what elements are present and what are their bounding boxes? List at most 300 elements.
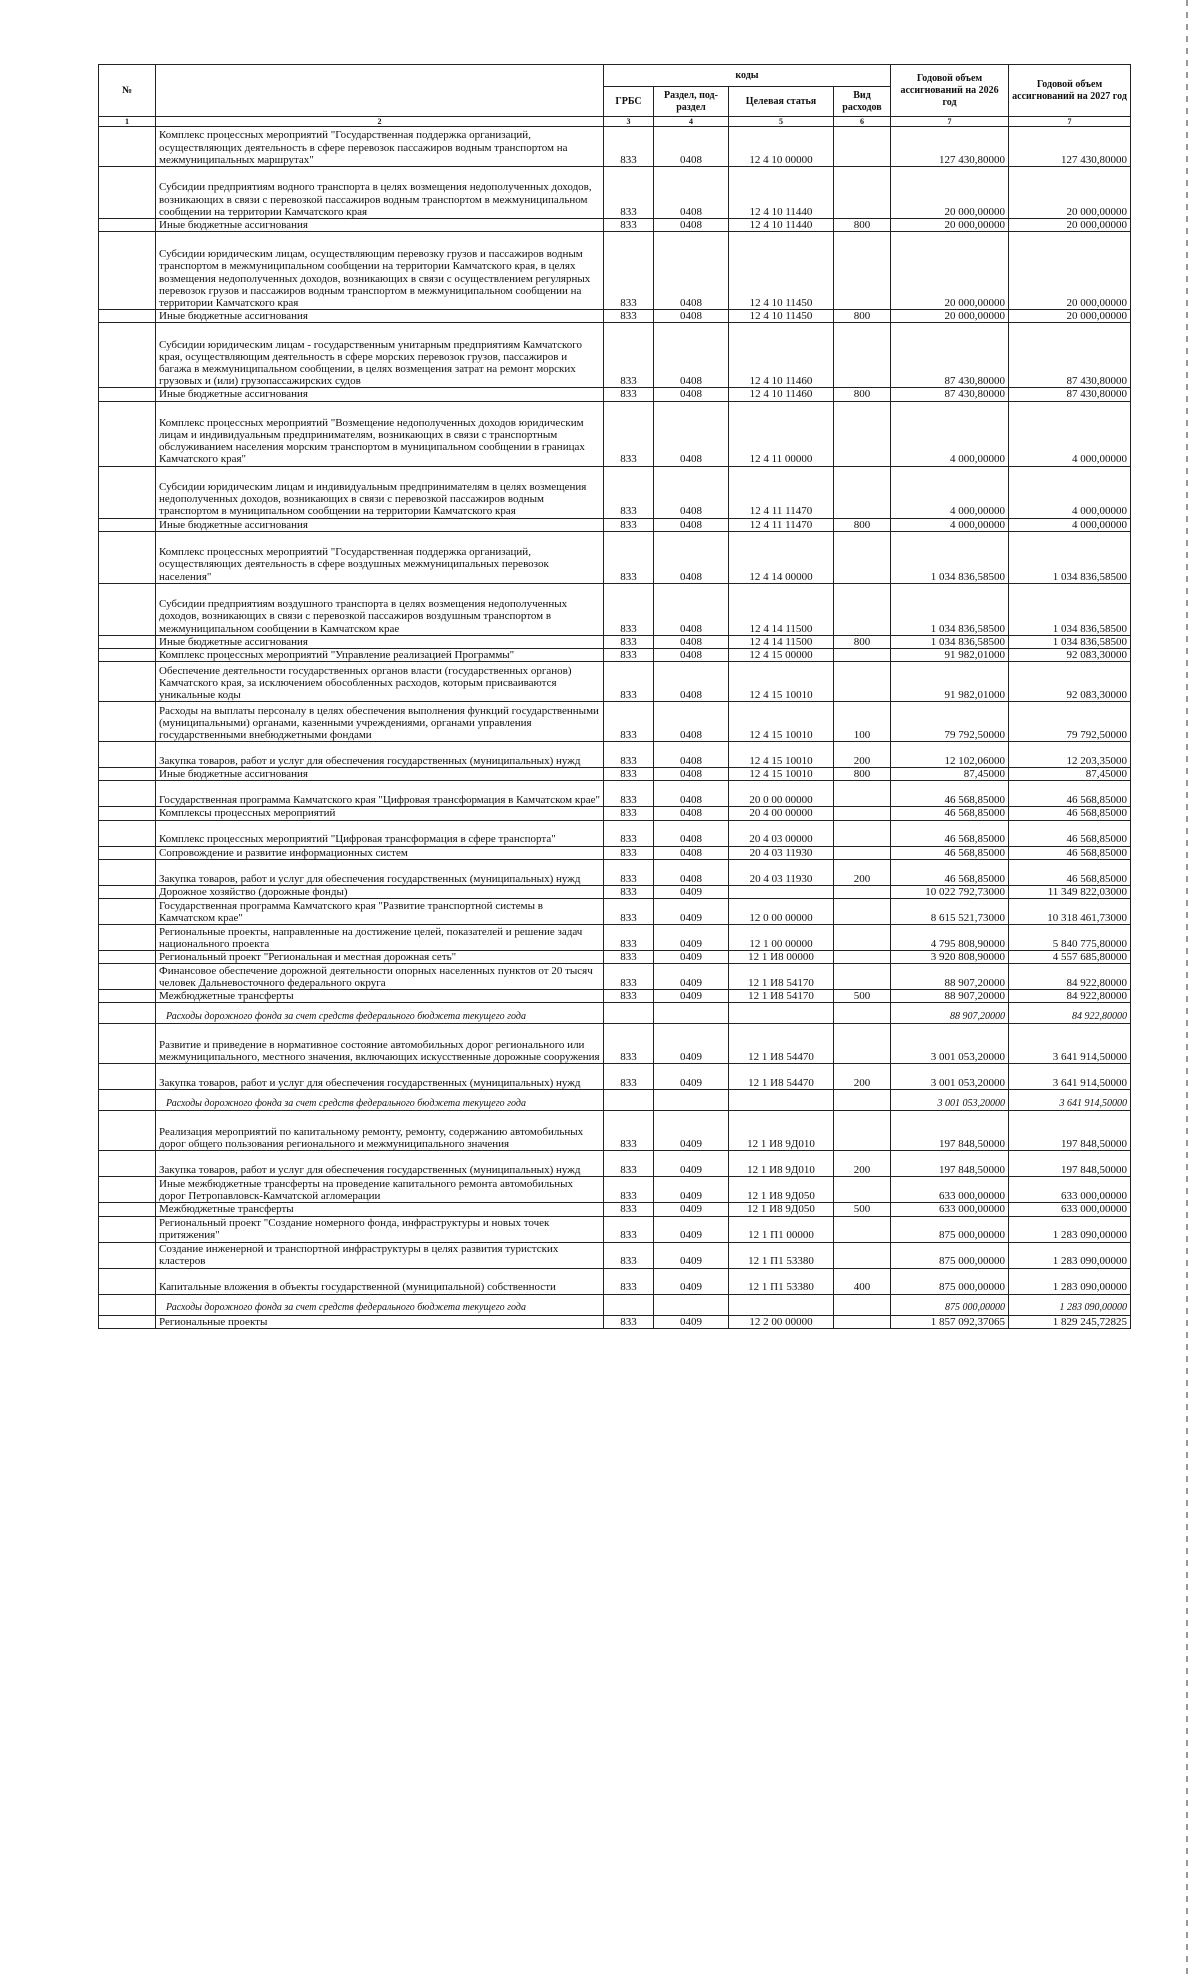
row-volume-2026-cell: 4 000,00000 <box>891 466 1009 518</box>
row-section-cell: 0408 <box>654 635 729 648</box>
row-expense-type-cell <box>834 662 891 702</box>
row-name-cell: Закупка товаров, работ и услуг для обеспечения государственных (муниципальных) нужд <box>156 742 604 768</box>
row-section-cell: 0409 <box>654 1216 729 1242</box>
table-row <box>99 885 1131 898</box>
row-number-cell <box>99 232 156 310</box>
row-expense-type-cell <box>834 401 891 466</box>
row-section-cell: 0408 <box>654 127 729 167</box>
row-section-cell: 0408 <box>654 846 729 859</box>
row-grbs-cell: 833 <box>604 583 654 635</box>
header-section: Раздел, под-раздел <box>654 87 729 117</box>
row-grbs-cell: 833 <box>604 1151 654 1177</box>
row-volume-2026-cell: 1 034 836,58500 <box>891 635 1009 648</box>
row-grbs-cell: 833 <box>604 219 654 232</box>
row-target-cell: 12 1 П1 00000 <box>729 1216 834 1242</box>
row-expense-type-cell: 100 <box>834 702 891 742</box>
row-expense-type-cell: 200 <box>834 1151 891 1177</box>
row-name-cell: Субсидии предприятиям воздушного транспорта в целях возмещения недополученных доходов, возникающих в связи с перевозкой пассажиров воздушным транспортом в межмуниципальном сообщении в Камчатском крае <box>156 583 604 635</box>
row-name-cell: Региональные проекты <box>156 1315 604 1328</box>
row-volume-2026-cell: 3 001 053,20000 <box>891 1090 1009 1111</box>
table-row <box>99 1003 1131 1024</box>
row-name-cell: Дорожное хозяйство (дорожные фонды) <box>156 885 604 898</box>
row-volume-2026-cell: 875 000,00000 <box>891 1242 1009 1268</box>
row-number-cell <box>99 635 156 648</box>
row-number-cell <box>99 1090 156 1111</box>
table-row <box>99 925 1131 951</box>
row-section-cell: 0408 <box>654 310 729 323</box>
table-row <box>99 742 1131 768</box>
row-volume-2026-cell: 10 022 792,73000 <box>891 885 1009 898</box>
row-expense-type-cell: 800 <box>834 388 891 401</box>
row-target-cell: 12 1 И8 9Д010 <box>729 1151 834 1177</box>
row-target-cell: 12 4 10 11440 <box>729 219 834 232</box>
row-section-cell: 0408 <box>654 742 729 768</box>
column-number: 4 <box>654 117 729 127</box>
row-number-cell <box>99 951 156 964</box>
row-number-cell <box>99 401 156 466</box>
row-name-cell: Комплекс процессных мероприятий "Цифровая трансформация в сфере транспорта" <box>156 820 604 846</box>
row-number-cell <box>99 781 156 807</box>
table-row <box>99 127 1131 167</box>
row-number-cell <box>99 1151 156 1177</box>
row-expense-type-cell <box>834 951 891 964</box>
row-volume-2026-cell: 4 000,00000 <box>891 518 1009 531</box>
row-number-cell <box>99 1024 156 1064</box>
row-section-cell: 0409 <box>654 951 729 964</box>
row-volume-2026-cell: 875 000,00000 <box>891 1268 1009 1294</box>
row-name-cell: Субсидии юридическим лицам и индивидуальным предпринимателям в целях возмещения недополученных доходов, возникающих в связи с перевозкой пассажиров водным транспортом в муниципальном сообщении на территории Камчатского края <box>156 466 604 518</box>
row-volume-2027-cell: 12 203,35000 <box>1009 742 1131 768</box>
row-volume-2027-cell: 197 848,50000 <box>1009 1111 1131 1151</box>
row-expense-type-cell <box>834 531 891 583</box>
row-volume-2027-cell: 84 922,80000 <box>1009 964 1131 990</box>
column-number: 6 <box>834 117 891 127</box>
row-section-cell <box>654 1090 729 1111</box>
row-expense-type-cell <box>834 232 891 310</box>
table-row <box>99 1294 1131 1315</box>
row-volume-2027-cell: 20 000,00000 <box>1009 232 1131 310</box>
row-grbs-cell: 833 <box>604 531 654 583</box>
row-section-cell: 0408 <box>654 662 729 702</box>
row-expense-type-cell: 200 <box>834 1064 891 1090</box>
row-volume-2027-cell: 1 283 090,00000 <box>1009 1294 1131 1315</box>
row-expense-type-cell: 500 <box>834 1203 891 1216</box>
column-number: 7 <box>891 117 1009 127</box>
row-section-cell: 0409 <box>654 1268 729 1294</box>
row-name-cell: Иные бюджетные ассигнования <box>156 310 604 323</box>
row-target-cell: 12 1 И8 9Д050 <box>729 1177 834 1203</box>
table-row <box>99 531 1131 583</box>
table-row <box>99 1064 1131 1090</box>
header-expense-type: Вид расходов <box>834 87 891 117</box>
row-name-cell: Создание инженерной и транспортной инфраструктуры в целях развития туристских кластеров <box>156 1242 604 1268</box>
table-row <box>99 964 1131 990</box>
row-section-cell: 0408 <box>654 388 729 401</box>
row-number-cell <box>99 925 156 951</box>
row-name-cell: Субсидии юридическим лицам, осуществляющим перевозку грузов и пассажиров водным транспортом в межмуниципальном сообщении на территории Камчатского края, в целях возмещения недополученных доходов, возникающих в связи с осуществлением регулярных перевозок грузов и пассажиров водным транспортом в межмуниципальном сообщении на территории Камчатского края <box>156 232 604 310</box>
row-target-cell: 20 4 03 00000 <box>729 820 834 846</box>
row-target-cell: 12 4 10 11460 <box>729 323 834 388</box>
row-grbs-cell: 833 <box>604 1242 654 1268</box>
row-volume-2026-cell: 46 568,85000 <box>891 781 1009 807</box>
row-section-cell <box>654 1294 729 1315</box>
row-volume-2026-cell: 633 000,00000 <box>891 1203 1009 1216</box>
row-number-cell <box>99 583 156 635</box>
row-number-cell <box>99 1268 156 1294</box>
row-name-cell: Обеспечение деятельности государственных органов власти (государственных органов) Камчатского края, за исключением обособленных расходов, которым присваиваются уникальные коды <box>156 662 604 702</box>
row-expense-type-cell <box>834 781 891 807</box>
row-grbs-cell: 833 <box>604 167 654 219</box>
row-name-cell: Закупка товаров, работ и услуг для обеспечения государственных (муниципальных) нужд <box>156 859 604 885</box>
table-row <box>99 781 1131 807</box>
budget-table <box>98 64 1131 1329</box>
row-section-cell: 0408 <box>654 167 729 219</box>
row-target-cell: 12 0 00 00000 <box>729 899 834 925</box>
row-volume-2026-cell: 20 000,00000 <box>891 232 1009 310</box>
row-target-cell <box>729 1003 834 1024</box>
row-name-cell: Закупка товаров, работ и услуг для обеспечения государственных (муниципальных) нужд <box>156 1064 604 1090</box>
row-target-cell: 12 4 15 10010 <box>729 662 834 702</box>
row-grbs-cell: 833 <box>604 649 654 662</box>
row-expense-type-cell <box>834 1090 891 1111</box>
row-number-cell <box>99 820 156 846</box>
row-name-cell: Капитальные вложения в объекты государственной (муниципальной) собственности <box>156 1268 604 1294</box>
row-grbs-cell: 833 <box>604 951 654 964</box>
row-expense-type-cell: 800 <box>834 768 891 781</box>
row-target-cell: 20 4 03 11930 <box>729 859 834 885</box>
row-section-cell <box>654 1003 729 1024</box>
row-grbs-cell: 833 <box>604 232 654 310</box>
row-section-cell: 0409 <box>654 1151 729 1177</box>
row-number-cell <box>99 846 156 859</box>
row-grbs-cell: 833 <box>604 1024 654 1064</box>
row-volume-2027-cell: 87 430,80000 <box>1009 323 1131 388</box>
row-volume-2027-cell: 11 349 822,03000 <box>1009 885 1131 898</box>
row-expense-type-cell <box>834 1177 891 1203</box>
row-name-cell: Комплексы процессных мероприятий <box>156 807 604 820</box>
row-number-cell <box>99 518 156 531</box>
row-target-cell: 12 1 И8 54470 <box>729 1024 834 1064</box>
row-expense-type-cell <box>834 1315 891 1328</box>
row-name-cell: Иные бюджетные ассигнования <box>156 518 604 531</box>
row-target-cell: 12 4 11 00000 <box>729 401 834 466</box>
row-grbs-cell: 833 <box>604 781 654 807</box>
row-target-cell: 20 4 00 00000 <box>729 807 834 820</box>
row-expense-type-cell: 800 <box>834 518 891 531</box>
row-volume-2027-cell: 1 283 090,00000 <box>1009 1216 1131 1242</box>
row-volume-2027-cell: 1 829 245,72825 <box>1009 1315 1131 1328</box>
table-row <box>99 990 1131 1003</box>
row-section-cell: 0409 <box>654 925 729 951</box>
row-grbs-cell: 833 <box>604 990 654 1003</box>
row-volume-2026-cell: 20 000,00000 <box>891 167 1009 219</box>
row-volume-2027-cell: 92 083,30000 <box>1009 662 1131 702</box>
row-name-cell: Региональные проекты, направленные на достижение целей, показателей и решение задач национального проекта <box>156 925 604 951</box>
row-expense-type-cell <box>834 466 891 518</box>
row-section-cell: 0408 <box>654 518 729 531</box>
row-grbs-cell: 833 <box>604 742 654 768</box>
row-volume-2026-cell: 88 907,20000 <box>891 964 1009 990</box>
row-section-cell: 0409 <box>654 1315 729 1328</box>
table-row <box>99 846 1131 859</box>
table-row <box>99 820 1131 846</box>
row-number-cell <box>99 1216 156 1242</box>
header-codes: коды <box>604 65 891 87</box>
row-expense-type-cell: 500 <box>834 990 891 1003</box>
row-grbs-cell: 833 <box>604 518 654 531</box>
row-section-cell: 0408 <box>654 859 729 885</box>
row-volume-2026-cell: 87 430,80000 <box>891 388 1009 401</box>
row-expense-type-cell: 800 <box>834 310 891 323</box>
row-section-cell: 0408 <box>654 807 729 820</box>
row-expense-type-cell <box>834 1111 891 1151</box>
row-number-cell <box>99 1177 156 1203</box>
row-name-cell: Комплекс процессных мероприятий "Возмещение недополученных доходов юридическим лицам и индивидуальным предпринимателям, возникающих в связи с транспортным обслуживанием населения морским транспортом в муниципальном сообщении в границах Камчатского края" <box>156 401 604 466</box>
row-name-cell: Расходы дорожного фонда за счет средств федерального бюджета текущего года <box>156 1090 604 1111</box>
row-section-cell: 0408 <box>654 781 729 807</box>
row-expense-type-cell <box>834 846 891 859</box>
row-section-cell: 0408 <box>654 768 729 781</box>
row-volume-2027-cell: 46 568,85000 <box>1009 820 1131 846</box>
row-volume-2027-cell: 1 034 836,58500 <box>1009 583 1131 635</box>
row-expense-type-cell <box>834 807 891 820</box>
row-number-cell <box>99 964 156 990</box>
row-expense-type-cell: 400 <box>834 1268 891 1294</box>
row-volume-2027-cell: 10 318 461,73000 <box>1009 899 1131 925</box>
row-volume-2026-cell: 88 907,20000 <box>891 1003 1009 1024</box>
row-target-cell: 12 1 И8 00000 <box>729 951 834 964</box>
row-number-cell <box>99 1111 156 1151</box>
row-volume-2026-cell: 91 982,01000 <box>891 649 1009 662</box>
row-target-cell: 12 4 10 11460 <box>729 388 834 401</box>
row-number-cell <box>99 310 156 323</box>
row-target-cell: 20 4 03 11930 <box>729 846 834 859</box>
row-name-cell: Межбюджетные трансферты <box>156 1203 604 1216</box>
row-target-cell: 12 1 И8 54470 <box>729 1064 834 1090</box>
table-row <box>99 310 1131 323</box>
row-section-cell: 0409 <box>654 1024 729 1064</box>
row-expense-type-cell <box>834 167 891 219</box>
row-expense-type-cell <box>834 964 891 990</box>
row-grbs-cell: 833 <box>604 1216 654 1242</box>
row-grbs-cell: 833 <box>604 885 654 898</box>
row-volume-2027-cell: 1 034 836,58500 <box>1009 531 1131 583</box>
row-volume-2027-cell: 92 083,30000 <box>1009 649 1131 662</box>
row-grbs-cell: 833 <box>604 846 654 859</box>
row-section-cell: 0409 <box>654 885 729 898</box>
row-number-cell <box>99 466 156 518</box>
row-expense-type-cell <box>834 583 891 635</box>
row-grbs-cell: 833 <box>604 1111 654 1151</box>
table-row <box>99 649 1131 662</box>
row-target-cell: 12 4 15 10010 <box>729 768 834 781</box>
table-row <box>99 1203 1131 1216</box>
row-volume-2027-cell: 4 000,00000 <box>1009 466 1131 518</box>
row-grbs-cell: 833 <box>604 859 654 885</box>
row-target-cell: 12 4 15 10010 <box>729 742 834 768</box>
row-number-cell <box>99 1242 156 1268</box>
row-expense-type-cell <box>834 1242 891 1268</box>
row-section-cell: 0409 <box>654 1064 729 1090</box>
row-section-cell: 0408 <box>654 702 729 742</box>
row-target-cell: 12 1 И8 54170 <box>729 964 834 990</box>
row-grbs-cell: 833 <box>604 127 654 167</box>
row-target-cell: 12 4 10 00000 <box>729 127 834 167</box>
row-grbs-cell: 833 <box>604 1315 654 1328</box>
row-grbs-cell: 833 <box>604 899 654 925</box>
row-name-cell: Расходы дорожного фонда за счет средств федерального бюджета текущего года <box>156 1003 604 1024</box>
row-expense-type-cell <box>834 649 891 662</box>
table-row <box>99 1090 1131 1111</box>
row-name-cell: Комплекс процессных мероприятий "Управление реализацией Программы" <box>156 649 604 662</box>
header-target: Целевая статья <box>729 87 834 117</box>
row-name-cell: Государственная программа Камчатского края "Развитие транспортной системы в Камчатском крае" <box>156 899 604 925</box>
row-grbs-cell: 833 <box>604 466 654 518</box>
row-target-cell: 12 1 П1 53380 <box>729 1268 834 1294</box>
row-volume-2026-cell: 1 034 836,58500 <box>891 583 1009 635</box>
table-row <box>99 899 1131 925</box>
row-expense-type-cell <box>834 899 891 925</box>
row-name-cell: Комплекс процессных мероприятий "Государственная поддержка организаций, осуществляющих деятельность в сфере перевозок пассажиров водным транспортом на межмуниципальных маршрутах" <box>156 127 604 167</box>
row-volume-2027-cell: 127 430,80000 <box>1009 127 1131 167</box>
row-volume-2027-cell: 633 000,00000 <box>1009 1177 1131 1203</box>
row-name-cell: Развитие и приведение в нормативное состояние автомобильных дорог регионального или межмуниципального, местного значения, включающих искусственные дорожные сооружения <box>156 1024 604 1064</box>
row-volume-2027-cell: 46 568,85000 <box>1009 781 1131 807</box>
row-grbs-cell: 833 <box>604 662 654 702</box>
row-volume-2026-cell: 4 000,00000 <box>891 401 1009 466</box>
row-number-cell <box>99 859 156 885</box>
row-volume-2026-cell: 633 000,00000 <box>891 1177 1009 1203</box>
row-target-cell: 12 4 10 11440 <box>729 167 834 219</box>
row-section-cell: 0409 <box>654 1242 729 1268</box>
row-grbs-cell: 833 <box>604 1268 654 1294</box>
row-number-cell <box>99 1203 156 1216</box>
row-volume-2027-cell: 87,45000 <box>1009 768 1131 781</box>
row-section-cell: 0408 <box>654 323 729 388</box>
row-section-cell: 0409 <box>654 899 729 925</box>
row-volume-2027-cell: 46 568,85000 <box>1009 846 1131 859</box>
row-number-cell <box>99 1064 156 1090</box>
column-number: 2 <box>156 117 604 127</box>
binder-edge <box>1186 0 1188 1976</box>
row-grbs-cell: 833 <box>604 820 654 846</box>
row-volume-2027-cell: 1 283 090,00000 <box>1009 1268 1131 1294</box>
row-volume-2026-cell: 3 001 053,20000 <box>891 1024 1009 1064</box>
row-volume-2026-cell: 1 857 092,37065 <box>891 1315 1009 1328</box>
row-number-cell <box>99 702 156 742</box>
table-row <box>99 583 1131 635</box>
row-name-cell: Иные бюджетные ассигнования <box>156 219 604 232</box>
row-grbs-cell: 833 <box>604 925 654 951</box>
row-volume-2026-cell: 8 615 521,73000 <box>891 899 1009 925</box>
row-name-cell: Сопровождение и развитие информационных систем <box>156 846 604 859</box>
row-target-cell: 12 4 14 11500 <box>729 635 834 648</box>
row-expense-type-cell: 800 <box>834 635 891 648</box>
table-row <box>99 951 1131 964</box>
column-number: 1 <box>99 117 156 127</box>
row-number-cell <box>99 649 156 662</box>
row-target-cell: 20 0 00 00000 <box>729 781 834 807</box>
row-section-cell: 0408 <box>654 583 729 635</box>
row-target-cell: 12 4 10 11450 <box>729 310 834 323</box>
column-number: 7 <box>1009 117 1131 127</box>
row-volume-2026-cell: 1 034 836,58500 <box>891 531 1009 583</box>
row-volume-2027-cell: 84 922,80000 <box>1009 1003 1131 1024</box>
row-number-cell <box>99 742 156 768</box>
row-expense-type-cell <box>834 885 891 898</box>
row-volume-2026-cell: 46 568,85000 <box>891 807 1009 820</box>
row-volume-2026-cell: 3 001 053,20000 <box>891 1064 1009 1090</box>
table-row <box>99 1111 1131 1151</box>
table-row <box>99 388 1131 401</box>
row-number-cell <box>99 323 156 388</box>
row-grbs-cell: 833 <box>604 1064 654 1090</box>
row-expense-type-cell: 200 <box>834 742 891 768</box>
row-name-cell: Субсидии предприятиям водного транспорта в целях возмещения недополученных доходов, возникающих в связи с перевозкой пассажиров водным транспортом в межмуниципальном сообщении на территории Камчатского края <box>156 167 604 219</box>
table-row <box>99 323 1131 388</box>
row-volume-2026-cell: 197 848,50000 <box>891 1111 1009 1151</box>
row-volume-2026-cell: 127 430,80000 <box>891 127 1009 167</box>
row-section-cell: 0409 <box>654 1203 729 1216</box>
row-section-cell: 0409 <box>654 1177 729 1203</box>
header-number: № <box>99 65 156 117</box>
row-grbs-cell: 833 <box>604 1177 654 1203</box>
row-volume-2027-cell: 3 641 914,50000 <box>1009 1024 1131 1064</box>
row-name-cell: Расходы на выплаты персоналу в целях обеспечения выполнения функций государственными (муниципальными) органами, казенными учреждениями, органами управления государственными внебюджетными фондами <box>156 702 604 742</box>
row-number-cell <box>99 531 156 583</box>
row-name-cell: Иные бюджетные ассигнования <box>156 388 604 401</box>
row-grbs-cell <box>604 1090 654 1111</box>
row-volume-2027-cell: 5 840 775,80000 <box>1009 925 1131 951</box>
row-expense-type-cell <box>834 1294 891 1315</box>
row-target-cell: 12 4 15 10010 <box>729 702 834 742</box>
row-section-cell: 0408 <box>654 531 729 583</box>
row-number-cell <box>99 1003 156 1024</box>
table-row <box>99 1268 1131 1294</box>
row-grbs-cell: 833 <box>604 310 654 323</box>
row-section-cell: 0408 <box>654 466 729 518</box>
row-volume-2026-cell: 875 000,00000 <box>891 1216 1009 1242</box>
row-number-cell <box>99 1294 156 1315</box>
row-expense-type-cell: 800 <box>834 219 891 232</box>
row-section-cell: 0408 <box>654 401 729 466</box>
row-section-cell: 0409 <box>654 1111 729 1151</box>
row-section-cell: 0409 <box>654 990 729 1003</box>
row-name-cell: Межбюджетные трансферты <box>156 990 604 1003</box>
table-row <box>99 232 1131 310</box>
table-row <box>99 702 1131 742</box>
row-volume-2027-cell: 20 000,00000 <box>1009 310 1131 323</box>
row-number-cell <box>99 388 156 401</box>
row-grbs-cell: 833 <box>604 1203 654 1216</box>
row-expense-type-cell: 200 <box>834 859 891 885</box>
row-number-cell <box>99 1315 156 1328</box>
row-volume-2026-cell: 4 795 808,90000 <box>891 925 1009 951</box>
row-volume-2027-cell: 20 000,00000 <box>1009 167 1131 219</box>
row-grbs-cell: 833 <box>604 323 654 388</box>
table-row <box>99 1024 1131 1064</box>
row-volume-2027-cell: 20 000,00000 <box>1009 219 1131 232</box>
row-target-cell <box>729 1090 834 1111</box>
row-target-cell: 12 1 И8 9Д050 <box>729 1203 834 1216</box>
row-volume-2027-cell: 84 922,80000 <box>1009 990 1131 1003</box>
row-expense-type-cell <box>834 127 891 167</box>
row-target-cell: 12 1 И8 54170 <box>729 990 834 1003</box>
row-name-cell: Иные бюджетные ассигнования <box>156 635 604 648</box>
row-volume-2026-cell: 875 000,00000 <box>891 1294 1009 1315</box>
table-row <box>99 1315 1131 1328</box>
row-volume-2026-cell: 20 000,00000 <box>891 310 1009 323</box>
